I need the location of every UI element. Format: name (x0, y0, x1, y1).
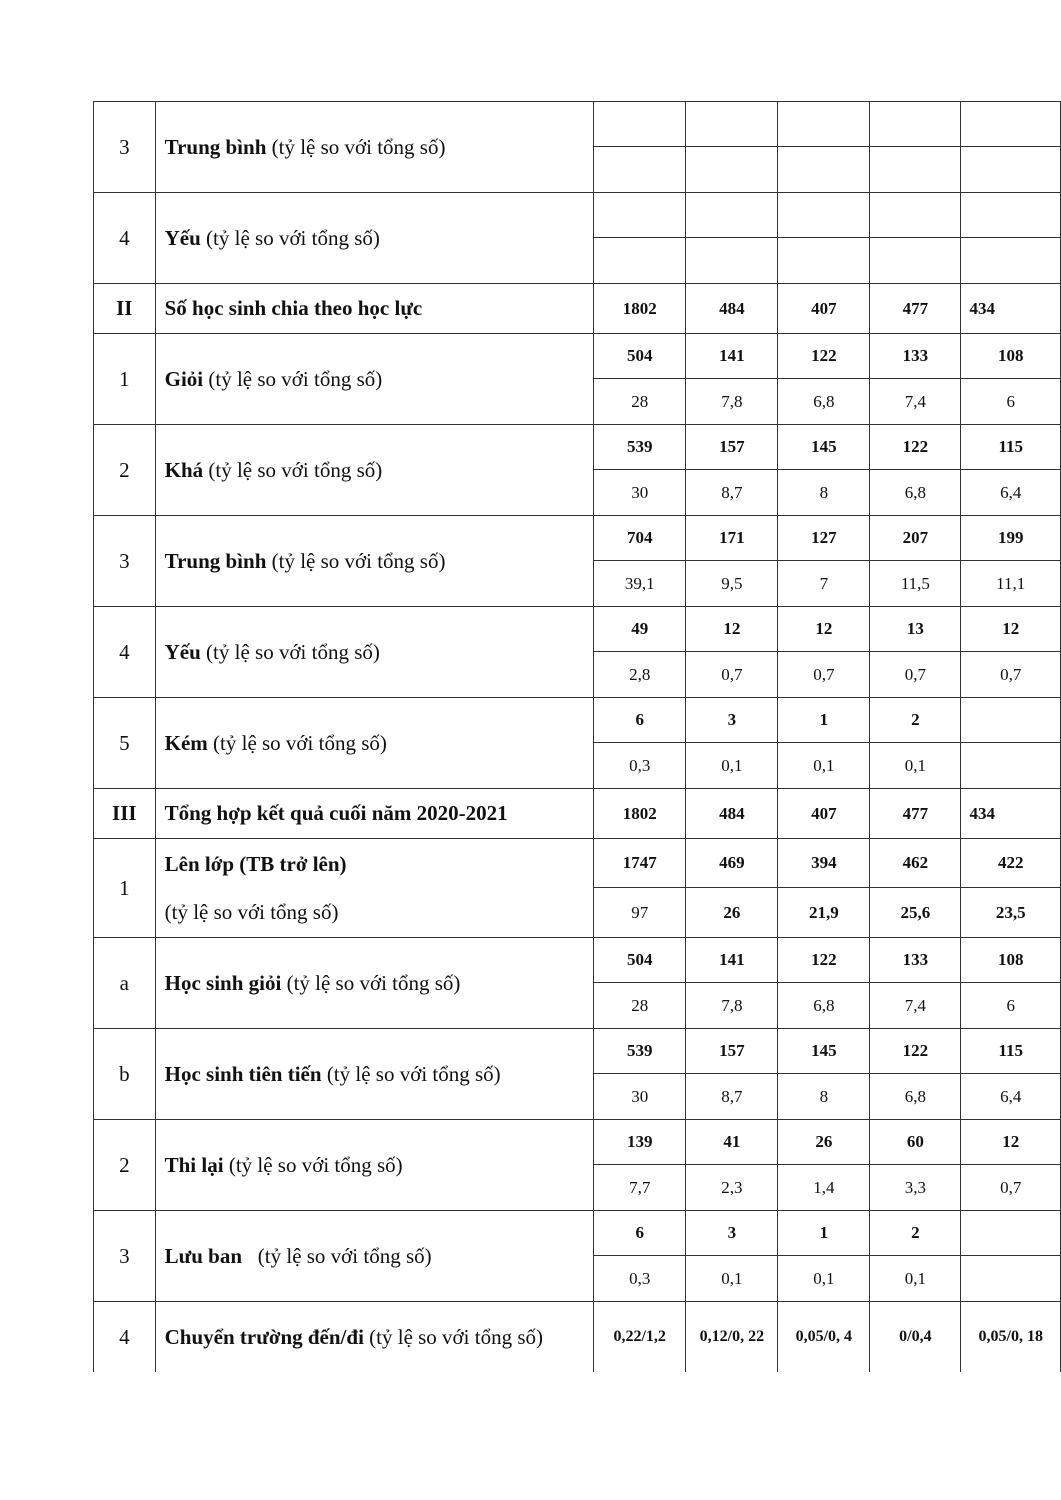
value-ratio-cell: 30 (593, 470, 685, 516)
value-count-cell: 60 (870, 1120, 961, 1165)
value-count-cell: 1 (778, 698, 870, 743)
value-count-cell: 6 (593, 1211, 685, 1256)
table-row (94, 516, 1061, 561)
value-ratio-cell: 7,4 (870, 983, 961, 1029)
value-count-cell: 122 (778, 938, 870, 983)
row-index: 3 (94, 516, 156, 607)
value-ratio-cell (593, 147, 685, 193)
value-count-cell (961, 193, 1061, 238)
value-count-cell: 145 (778, 425, 870, 470)
row-label-suffix: (tỷ lệ so với tổng số) (207, 730, 387, 755)
value-count-cell: 122 (778, 334, 870, 379)
value-count-cell: 704 (593, 516, 685, 561)
value-count-cell: 539 (593, 425, 685, 470)
value-ratio-cell (778, 238, 870, 284)
row-label (155, 284, 593, 334)
value-ratio-cell (961, 238, 1061, 284)
value-count-cell (778, 193, 870, 238)
value-ratio-cell: 6,8 (778, 983, 870, 1029)
value-ratio-cell: 6,8 (778, 379, 870, 425)
value-ratio-cell: 8,7 (686, 470, 778, 516)
value-ratio-cell: 6 (961, 379, 1061, 425)
value-cell: 407 (778, 789, 870, 839)
row-label (155, 1120, 593, 1211)
row-label-suffix: (tỷ lệ so với tổng số) (223, 1152, 403, 1177)
row-label (155, 1302, 593, 1373)
value-count-cell: 12 (961, 607, 1061, 652)
row-label-bold: Khá (164, 457, 204, 482)
row-label-bold: Yếu (164, 225, 201, 250)
value-ratio-cell: 0,1 (686, 743, 778, 789)
row-index: 1 (94, 839, 156, 938)
value-count-cell: 394 (778, 839, 870, 888)
value-ratio-cell: 0,7 (961, 652, 1061, 698)
value-ratio-cell: 2,3 (686, 1165, 778, 1211)
row-label (155, 789, 593, 839)
row-label (155, 938, 593, 1029)
value-ratio-cell (686, 238, 778, 284)
row-label (155, 334, 593, 425)
value-count-cell: 13 (870, 607, 961, 652)
value-cell: 484 (686, 789, 778, 839)
value-count-cell: 199 (961, 516, 1061, 561)
value-count-cell: 1 (778, 1211, 870, 1256)
row-label-bold: Thi lại (164, 1152, 224, 1177)
table-row (94, 284, 1061, 334)
row-label-suffix: (tỷ lệ so với tổng số) (203, 457, 383, 482)
value-ratio-cell: 0,1 (686, 1256, 778, 1302)
row-index: 4 (94, 193, 156, 284)
value-count-cell (778, 102, 870, 147)
value-count-cell: 469 (686, 839, 778, 888)
row-label (155, 425, 593, 516)
value-ratio-cell: 8 (778, 1074, 870, 1120)
row-label (155, 839, 593, 938)
value-ratio-cell: 21,9 (778, 888, 870, 938)
row-label-bold: Yếu (164, 639, 201, 664)
row-index: 5 (94, 698, 156, 789)
table-row (94, 607, 1061, 652)
value-ratio-cell: 0,7 (686, 652, 778, 698)
table-row (94, 1302, 1061, 1373)
row-label-suffix: (tỷ lệ so với tổng số) (321, 1061, 501, 1086)
row-label-suffix: (tỷ lệ so với tổng số) (203, 366, 383, 391)
value-ratio-cell: 7 (778, 561, 870, 607)
value-count-cell (870, 193, 961, 238)
value-ratio-cell: 28 (593, 983, 685, 1029)
value-ratio-cell: 11,5 (870, 561, 961, 607)
value-ratio-cell: 6,4 (961, 1074, 1061, 1120)
value-cell: 0/0,4 (870, 1302, 961, 1373)
value-ratio-cell: 0,1 (778, 1256, 870, 1302)
value-count-cell (870, 102, 961, 147)
value-ratio-cell: 39,1 (593, 561, 685, 607)
row-label-suffix: (tỷ lệ so với tổng số) (266, 134, 446, 159)
value-cell: 0,12/0, 22 (686, 1302, 778, 1373)
value-count-cell: 12 (686, 607, 778, 652)
value-count-cell: 141 (686, 938, 778, 983)
table-row (94, 698, 1061, 743)
row-label-bold: Kém (164, 730, 208, 755)
value-ratio-cell: 0,1 (870, 743, 961, 789)
value-ratio-cell: 7,8 (686, 983, 778, 1029)
value-ratio-cell (961, 147, 1061, 193)
value-count-cell (593, 193, 685, 238)
row-label-bold: Trung bình (164, 134, 267, 159)
value-count-cell: 141 (686, 334, 778, 379)
value-cell: 434 (961, 284, 1061, 334)
row-label-bold: Chuyển trường đến/đi (164, 1324, 364, 1349)
value-ratio-cell: 28 (593, 379, 685, 425)
table-row (94, 1211, 1061, 1256)
value-count-cell: 504 (593, 334, 685, 379)
value-count-cell (593, 102, 685, 147)
value-count-cell: 157 (686, 425, 778, 470)
value-ratio-cell: 25,6 (870, 888, 961, 938)
row-label (155, 698, 593, 789)
value-count-cell: 462 (870, 839, 961, 888)
row-label-suffix: (tỷ lệ so với tổng số) (200, 639, 380, 664)
value-count-cell (686, 102, 778, 147)
value-ratio-cell: 2,8 (593, 652, 685, 698)
value-count-cell: 2 (870, 698, 961, 743)
value-ratio-cell: 0,1 (778, 743, 870, 789)
value-ratio-cell: 6,8 (870, 1074, 961, 1120)
value-ratio-cell: 0,3 (593, 1256, 685, 1302)
value-count-cell: 133 (870, 938, 961, 983)
table-row (94, 334, 1061, 379)
value-count-cell: 207 (870, 516, 961, 561)
table-row (94, 1029, 1061, 1074)
value-ratio-cell: 11,1 (961, 561, 1061, 607)
value-ratio-cell: 23,5 (961, 888, 1061, 938)
value-ratio-cell: 0,7 (778, 652, 870, 698)
value-count-cell: 12 (778, 607, 870, 652)
row-label-bold: Giỏi (164, 366, 204, 391)
value-count-cell: 145 (778, 1029, 870, 1074)
value-ratio-cell: 0,1 (870, 1256, 961, 1302)
value-cell: 0,05/0, 4 (778, 1302, 870, 1373)
value-ratio-cell: 9,5 (686, 561, 778, 607)
value-ratio-cell: 1,4 (778, 1165, 870, 1211)
row-label (155, 1211, 593, 1302)
value-ratio-cell: 97 (593, 888, 685, 938)
table-row (94, 839, 1061, 888)
table-row (94, 193, 1061, 238)
value-ratio-cell: 6,4 (961, 470, 1061, 516)
value-count-cell (961, 1211, 1061, 1256)
row-index: II (94, 284, 156, 334)
value-ratio-cell (870, 238, 961, 284)
value-count-cell: 127 (778, 516, 870, 561)
value-ratio-cell: 0,7 (870, 652, 961, 698)
value-count-cell: 133 (870, 334, 961, 379)
value-ratio-cell: 6 (961, 983, 1061, 1029)
value-ratio-cell (593, 238, 685, 284)
value-ratio-cell: 8 (778, 470, 870, 516)
table-row (94, 1120, 1061, 1165)
value-count-cell: 115 (961, 425, 1061, 470)
value-count-cell: 115 (961, 1029, 1061, 1074)
value-ratio-cell: 26 (686, 888, 778, 938)
value-cell: 477 (870, 789, 961, 839)
row-index: III (94, 789, 156, 839)
value-ratio-cell: 30 (593, 1074, 685, 1120)
value-cell: 1802 (593, 789, 685, 839)
row-label-bold: Số học sinh chia theo học lực (164, 296, 423, 320)
row-label (155, 607, 593, 698)
value-ratio-cell (870, 147, 961, 193)
value-ratio-cell (686, 147, 778, 193)
value-ratio-cell (778, 147, 870, 193)
results-table-sheet (93, 101, 1061, 1372)
row-label-suffix: (tỷ lệ so với tổng số) (266, 548, 446, 573)
value-count-cell: 157 (686, 1029, 778, 1074)
value-ratio-cell (961, 743, 1061, 789)
value-cell: 434 (961, 789, 1061, 839)
row-label-bold: Lưu ban (164, 1243, 243, 1268)
row-label-suffix: (tỷ lệ so với tổng số) (242, 1243, 432, 1268)
value-count-cell: 122 (870, 425, 961, 470)
value-count-cell: 3 (686, 698, 778, 743)
table-row (94, 789, 1061, 839)
value-count-cell: 26 (778, 1120, 870, 1165)
value-ratio-cell (961, 1256, 1061, 1302)
row-label-bold: Học sinh tiên tiến (164, 1061, 322, 1086)
value-count-cell: 12 (961, 1120, 1061, 1165)
row-label-bold: Trung bình (164, 548, 267, 573)
row-label-bold: Học sinh giỏi (164, 970, 282, 995)
row-label (155, 193, 593, 284)
value-count-cell (961, 698, 1061, 743)
value-cell: 1802 (593, 284, 685, 334)
row-index: 3 (94, 102, 156, 193)
value-count-cell: 41 (686, 1120, 778, 1165)
row-index: 3 (94, 1211, 156, 1302)
value-cell: 484 (686, 284, 778, 334)
value-ratio-cell: 8,7 (686, 1074, 778, 1120)
value-cell: 407 (778, 284, 870, 334)
value-count-cell: 49 (593, 607, 685, 652)
row-label (155, 102, 593, 193)
value-ratio-cell: 7,4 (870, 379, 961, 425)
row-label-suffix: (tỷ lệ so với tổng số) (200, 225, 380, 250)
value-count-cell: 2 (870, 1211, 961, 1256)
value-count-cell: 422 (961, 839, 1061, 888)
value-ratio-cell: 6,8 (870, 470, 961, 516)
value-count-cell (961, 102, 1061, 147)
row-index: 4 (94, 1302, 156, 1373)
row-label-suffix: (tỷ lệ so với tổng số) (281, 970, 461, 995)
results-table (93, 101, 1061, 1372)
value-cell: 0,05/0, 18 (961, 1302, 1061, 1373)
value-ratio-cell: 3,3 (870, 1165, 961, 1211)
value-count-cell: 1747 (593, 839, 685, 888)
row-index: 2 (94, 425, 156, 516)
value-count-cell: 3 (686, 1211, 778, 1256)
value-count-cell: 139 (593, 1120, 685, 1165)
value-cell: 0,22/1,2 (593, 1302, 685, 1373)
row-index: a (94, 938, 156, 1029)
row-index: 4 (94, 607, 156, 698)
value-count-cell: 6 (593, 698, 685, 743)
value-count-cell (686, 193, 778, 238)
row-label-bold: Lên lớp (TB trở lên) (164, 852, 347, 876)
row-index: b (94, 1029, 156, 1120)
row-label-line2: (tỷ lệ so với tổng số) (164, 900, 339, 924)
value-count-cell: 504 (593, 938, 685, 983)
value-count-cell: 171 (686, 516, 778, 561)
value-ratio-cell: 7,7 (593, 1165, 685, 1211)
row-label-bold: Tổng hợp kết quả cuối năm 2020-2021 (164, 801, 508, 825)
row-label-suffix: (tỷ lệ so với tổng số) (363, 1324, 544, 1349)
value-ratio-cell: 0,7 (961, 1165, 1061, 1211)
table-row (94, 938, 1061, 983)
value-cell: 477 (870, 284, 961, 334)
table-row (94, 425, 1061, 470)
value-count-cell: 108 (961, 938, 1061, 983)
row-label (155, 1029, 593, 1120)
row-label (155, 516, 593, 607)
value-ratio-cell: 0,3 (593, 743, 685, 789)
value-count-cell: 122 (870, 1029, 961, 1074)
value-count-cell: 108 (961, 334, 1061, 379)
row-index: 1 (94, 334, 156, 425)
row-index: 2 (94, 1120, 156, 1211)
value-count-cell: 539 (593, 1029, 685, 1074)
value-ratio-cell: 7,8 (686, 379, 778, 425)
table-row (94, 102, 1061, 147)
